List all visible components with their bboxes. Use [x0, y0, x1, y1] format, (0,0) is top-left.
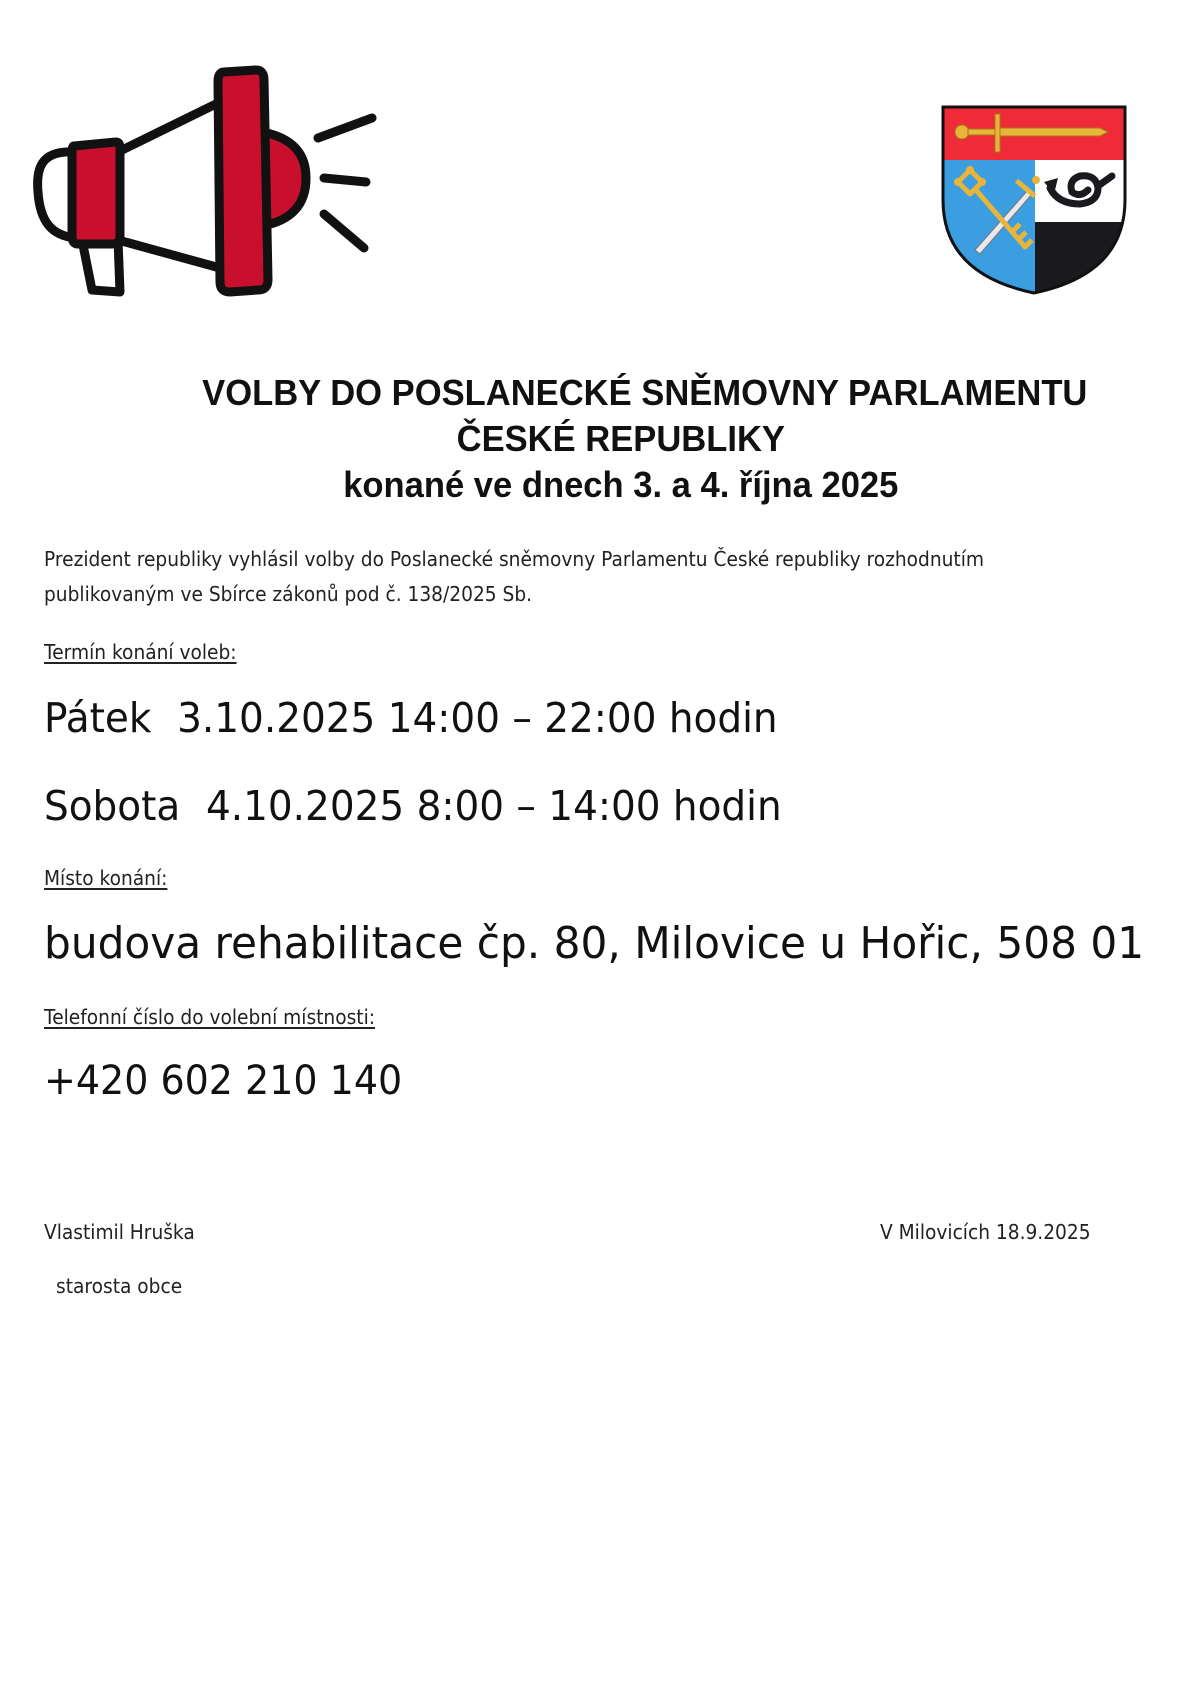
signatory-role: starosta obce [56, 1274, 183, 1298]
intro-line-2: publikovaným ve Sbírce zákonů pod č. 138/2025 Sb. [44, 582, 533, 606]
phone-label: Telefonní číslo do volební místnosti: [44, 1005, 376, 1029]
title-line-2: ČESKÉ REPUBLIKY [456, 418, 785, 459]
place-and-date: V Milovicích 18.9.2025 [880, 1220, 1091, 1244]
signatory-name: Vlastimil Hruška [44, 1220, 195, 1244]
megaphone-icon [28, 60, 388, 305]
title-line-3: konané ve dnech 3. a 4. října 2025 [343, 464, 899, 505]
slot-date: 3.10.2025 [177, 694, 376, 742]
coat-of-arms-icon [940, 104, 1130, 296]
slot-date: 4.10.2025 [205, 782, 405, 830]
slot-time: 8:00 – 14:00 hodin [416, 782, 782, 830]
phone-number: +420 602 210 140 [44, 1058, 403, 1104]
venue-label: Místo konání: [44, 866, 168, 890]
title-line-1: VOLBY DO POSLANECKÉ SNĚMOVNY PARLAMENTU [202, 372, 1088, 413]
intro-line-1: Prezident republiky vyhlásil volby do Poslanecké sněmovny Parlamentu České republiky rozhodnutím [44, 547, 985, 571]
schedule-slot-friday [44, 694, 778, 742]
schedule-slot-saturday [44, 782, 782, 830]
slot-day: Pátek [44, 694, 152, 742]
schedule-label: Termín konání voleb: [44, 640, 237, 664]
slot-day: Sobota [44, 782, 181, 830]
venue-address: budova rehabilitace čp. 80, Milovice u Hořic, 508 01 [44, 918, 1145, 969]
slot-time: 14:00 – 22:00 hodin [387, 694, 778, 742]
